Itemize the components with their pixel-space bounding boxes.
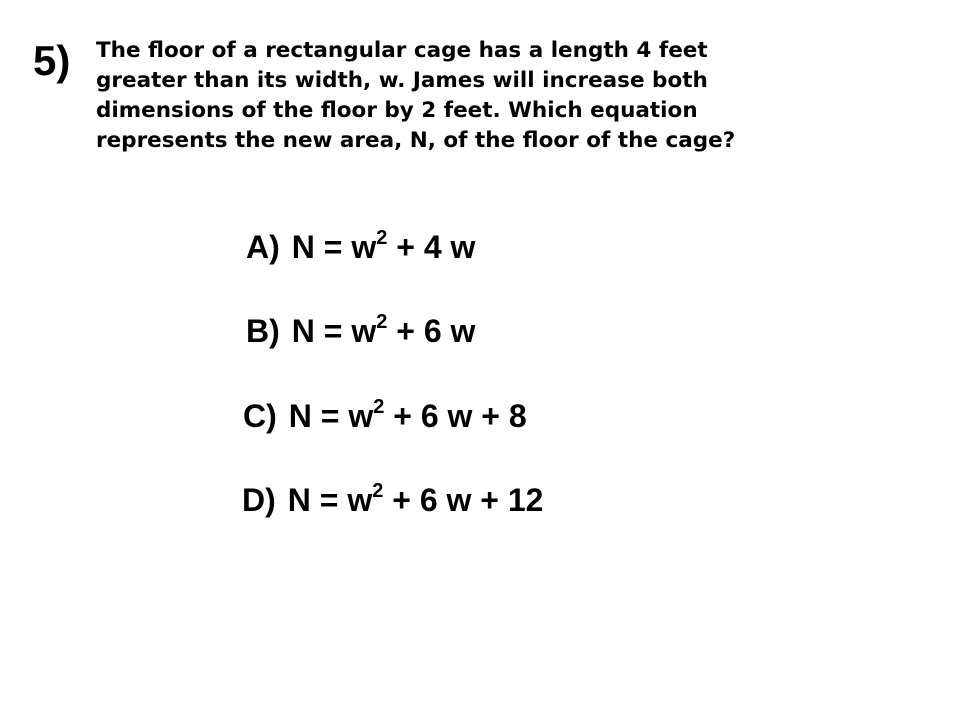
choice-equation-rhs: + 6 w bbox=[387, 313, 476, 349]
choice-equation-rhs: + 6 w + 8 bbox=[384, 398, 527, 434]
question-line: dimensions of the floor by 2 feet. Which equation bbox=[96, 98, 698, 123]
choice-equation-lhs: N = w bbox=[291, 229, 377, 265]
choice-d[interactable] bbox=[242, 480, 544, 518]
choice-equation-lhs: N = w bbox=[288, 398, 374, 434]
choice-letter: D) bbox=[242, 482, 276, 518]
question-line: greater than its width, w. James will increase both bbox=[96, 68, 708, 93]
question-text bbox=[96, 36, 916, 156]
question-line: The floor of a rectangular cage has a length 4 feet bbox=[96, 38, 708, 63]
choice-c[interactable] bbox=[243, 396, 527, 434]
choice-equation-lhs: N = w bbox=[291, 313, 377, 349]
choice-letter: C) bbox=[243, 398, 277, 434]
choice-equation-rhs: + 4 w bbox=[387, 229, 476, 265]
choice-equation-rhs: + 6 w + 12 bbox=[383, 482, 544, 518]
choice-exponent: 2 bbox=[372, 480, 384, 503]
choice-equation-lhs: N = w bbox=[287, 482, 373, 518]
question-number: 5) bbox=[33, 37, 71, 84]
choice-b[interactable] bbox=[246, 311, 476, 349]
choice-exponent: 2 bbox=[373, 396, 385, 419]
choice-exponent: 2 bbox=[376, 227, 388, 250]
choice-exponent: 2 bbox=[376, 311, 388, 334]
question-line: represents the new area, N, of the floor of the cage? bbox=[96, 128, 736, 153]
choice-letter: A) bbox=[246, 229, 280, 265]
choice-a[interactable] bbox=[246, 227, 476, 265]
choice-letter: B) bbox=[246, 313, 280, 349]
